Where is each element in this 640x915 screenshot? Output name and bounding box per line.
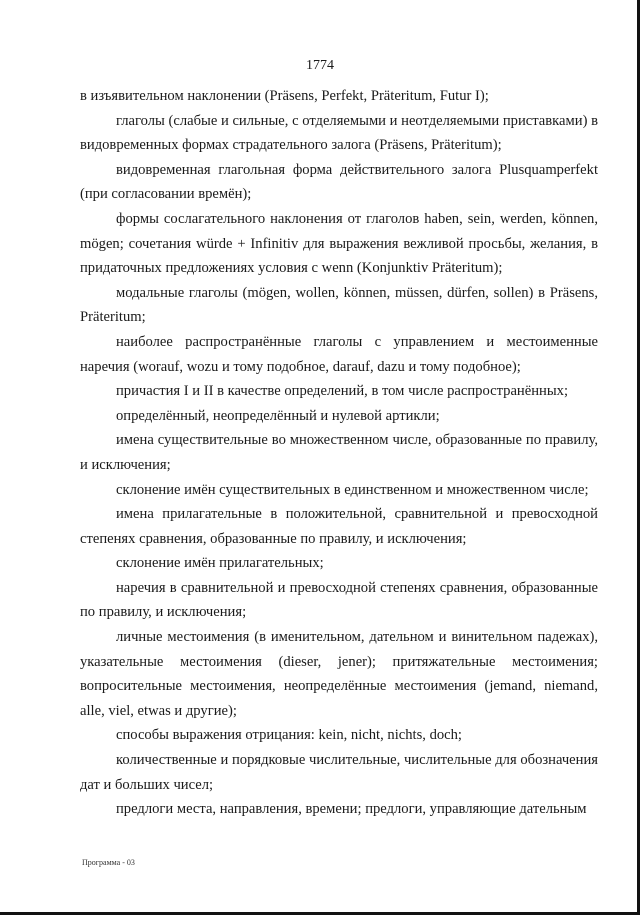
paragraph: наречия в сравнительной и превосходной степенях сравнения, образованные по правилу, и исключения; (80, 579, 598, 621)
page-number: 1774 (306, 58, 334, 73)
paragraph: личные местоимения (в именительном, дательном и винительном падежах), указательные местоимения (dieser, jener); притяжательные местоимения; вопросительные местоимения, неопределённые местоимения (jemand, niemand, alle, viel, etwas и другие); (80, 629, 598, 719)
paragraph: склонение имён прилагательных; (116, 555, 324, 572)
paragraph: способы выражения отрицания: kein, nicht, nichts, doch; (116, 727, 462, 744)
paragraph: глаголы (слабые и сильные, с отделяемыми и неотделяемыми приставками) в видовременных формах страдательного залога (Präsens, Präteritum); (80, 112, 598, 154)
paragraph: причастия I и II в качестве определений, в том числе распространённых; (116, 383, 568, 400)
paragraph: имена существительные во множественном числе, образованные по правилу, и исключения; (80, 432, 598, 473)
paragraph: склонение имён существительных в единственном и множественном числе; (116, 481, 589, 498)
paragraph: модальные глаголы (mögen, wollen, können, müssen, dürfen, sollen) в Präsens, Präteritum; (80, 284, 598, 326)
paragraph: формы сослагательного наклонения от глаголов haben, sein, werden, können, mögen; сочетания würde + Infinitiv для выражения вежливой просьбы, желания, в придаточных предложениях условия с wenn (Konjunktiv Präteritum); (80, 210, 598, 277)
paragraph: в изъявительном наклонении (Präsens, Perfekt, Präteritum, Futur I); (80, 88, 489, 104)
paragraph: предлоги места, направления, времени; предлоги, управляющие дательным (116, 801, 587, 818)
paragraph: наиболее распространённые глаголы с управлением и местоименные наречия (worauf, wozu и тому подобное, darauf, dazu и тому подобное); (80, 333, 598, 375)
paragraph: определённый, неопределённый и нулевой артикли; (116, 407, 440, 424)
footer-label: Программа - 03 (82, 858, 135, 867)
paragraph: имена прилагательные в положительной, сравнительной и превосходной степенях сравнения, образованные по правилу, и исключения; (80, 506, 598, 547)
paragraph: видовременная глагольная форма действительного залога Plusquamperfekt (при согласовании времён); (80, 161, 598, 203)
paragraph: количественные и порядковые числительные, числительные для обозначения дат и больших чисел; (80, 752, 598, 793)
body-text (80, 84, 598, 822)
